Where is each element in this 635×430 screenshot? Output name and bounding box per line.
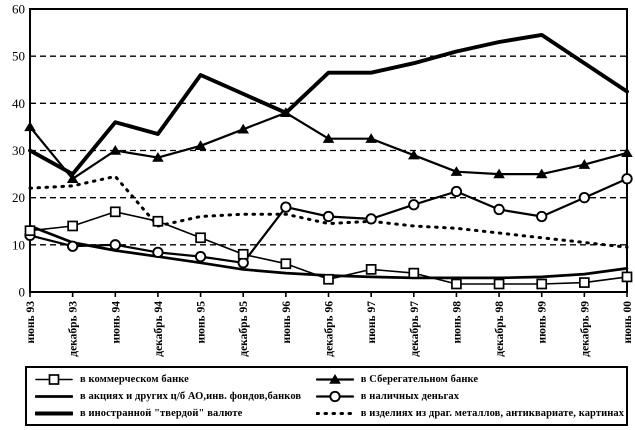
x-tick-label: июнь 95 [195,301,208,344]
legend-marker-sberbank [316,373,354,386]
circle-marker [366,214,375,223]
series-line-stocks [30,226,627,278]
legend-marker-foreign-currency [35,407,73,420]
x-tick-label: декабрь 95 [238,301,251,357]
circle-marker [153,248,162,257]
y-axis [12,2,25,300]
circle-marker [330,392,339,401]
x-tick-label: июнь 99 [536,301,549,344]
square-marker [324,275,333,284]
circle-marker [111,240,120,249]
circle-marker [494,205,503,214]
y-tick-label: 60 [12,1,25,17]
square-marker [623,272,632,281]
x-tick-label: декабрь 97 [408,301,421,357]
square-marker [111,207,120,216]
legend-marker-valuables [316,407,354,420]
series-stocks [30,226,627,278]
legend-marker-stocks [35,390,73,403]
legend-item-valuables [316,405,625,422]
legend-label-foreign-currency: в иностранной "твердой" валюте [80,408,243,419]
legend-label-sberbank: в Сберегательном банке [360,374,479,385]
square-marker [452,279,461,288]
legend-item-stocks [35,388,316,405]
square-marker [580,278,589,287]
circle-marker [324,212,333,221]
legend-label-cash: в наличных деньгах [360,391,460,402]
circle-marker [281,202,290,211]
triangle-marker [621,147,633,157]
x-tick-label: июнь 98 [451,301,464,344]
circle-marker [452,187,461,196]
legend-marker-cash [316,390,354,403]
circle-marker [68,242,77,251]
square-marker [367,265,376,274]
circle-marker [537,212,546,221]
square-marker [153,217,162,226]
square-marker [281,259,290,268]
x-tick-label: декабрь 98 [494,301,507,357]
legend-marker-commercial-bank [35,373,73,386]
x-axis [25,292,634,357]
square-marker [68,221,77,230]
circle-marker [196,252,205,261]
legend-label-valuables: в изделиях из драг. металлов, антиквариате, картинах [360,408,625,419]
square-marker [26,226,35,235]
legend-item-foreign-currency [35,405,316,422]
x-tick-label: декабрь 99 [579,301,592,357]
x-tick-label: декабрь 94 [152,301,165,357]
x-tick-label: июнь 97 [366,301,379,344]
legend-item-sberbank [316,371,620,388]
legend-item-commercial-bank [35,371,316,388]
circle-marker [580,193,589,202]
y-tick-label: 40 [12,95,25,111]
x-tick-label: июнь 93 [25,301,37,344]
legend-label-stocks: в акциях и других ц/б АО,инв. фондов,банков [80,391,302,402]
square-marker [409,269,418,278]
y-tick-label: 20 [12,190,25,206]
square-marker [239,250,248,259]
triangle-marker [24,121,36,131]
y-tick-label: 10 [12,237,25,253]
square-marker [537,279,546,288]
legend-label-commercial-bank: в коммерческом банке [80,374,189,385]
square-marker [196,233,205,242]
y-tick-label: 0 [18,284,25,300]
y-tick-label: 30 [12,143,25,158]
square-marker [495,279,504,288]
circle-marker [409,200,418,209]
x-tick-label: декабрь 93 [67,301,80,357]
chart-legend [25,366,628,426]
x-tick-label: июнь 00 [622,301,634,344]
y-tick-label: 50 [12,48,25,64]
series-sberbank [24,107,633,183]
series-cash [25,174,631,267]
x-tick-label: июнь 96 [280,301,293,344]
x-tick-label: декабрь 96 [323,301,336,357]
legend-item-cash [316,388,620,405]
square-marker [50,375,59,384]
circle-marker [622,174,631,183]
x-tick-label: июнь 94 [110,301,123,344]
